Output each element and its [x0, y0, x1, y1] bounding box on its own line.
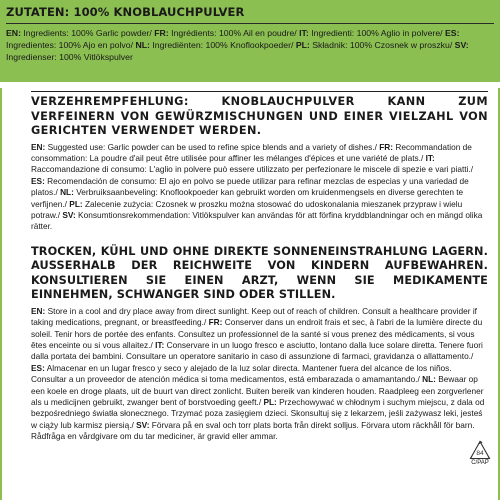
- language-code: IT:: [155, 339, 165, 350]
- translation-text: Almacenar en un lugar fresco y seco y alejado de la luz solar directa. Mantener fuera del alcance de los niños. Consultar a un proveedor de atención médica si toma medicamentos, está embarazada o amamantando./: [31, 362, 452, 385]
- translation-text: Bewaar op een koele en droge plaats, uit de buurt van direct zonlicht. Buiten bereik van kinderen houden. Raadpleeg een zorgverlener als u medicijnen gebruikt, zwanger bent of borstvoeding geeft./: [31, 374, 484, 407]
- language-code: IT:: [299, 28, 309, 38]
- ingredients-divider: [6, 23, 494, 24]
- translation-text: Suggested use: Garlic powder can be used to refine spice blends and a variety of dishes./: [45, 141, 380, 152]
- language-code: EN:: [31, 305, 46, 316]
- ingredients-translations: [6, 27, 494, 63]
- ingredients-banner: [0, 0, 500, 82]
- translation-text: Recommandation de consommation: La poudre d'ail peut être utilisée pour affiner les mélanges d'épices et une variété de plats./: [31, 141, 472, 163]
- translation-text: Zalecenie zużycia: Czosnek w proszku można stosować do udoskonalania mieszanek przypraw i wielu potraw./: [31, 198, 463, 220]
- usage-heading: VERZEHREMPFEHLUNG: KNOBLAUCHPULVER KANN ZUM VERFEINERN VON GEWÜRZMISCHUNGEN UND EINER VIELZAHL VON GERICHTEN VERWENDET WERDEN.: [31, 95, 488, 137]
- language-code: PL:: [263, 397, 277, 407]
- recycling-code: C/PAP: [471, 460, 489, 466]
- translation-text: Förvara på en sval och torr plats borta från direkt solljus. Förvara utom räckhåll för barn. Rådfråga en vårdgivare om du tar mediciner, är gravid eller ammar.: [31, 419, 475, 442]
- language-code: SV:: [136, 419, 150, 430]
- translation-text: Conserver dans un endroit frais et sec, à l'abri de la lumière directe du soleil. Tenir hors de portée des enfants. Consultez un professionnel de la santé si vous prenez des médicaments, si vous êtes enceinte ou si vous allaitez./: [31, 317, 483, 350]
- translation-text: Ingrédients: 100% Ail en poudre/: [168, 28, 300, 38]
- translation-text: Verbruiksaanbeveling: Knoflookpoeder kan gebruikt worden om kruidenmengsels en diverse gerechten te verfijnen./: [31, 187, 464, 209]
- translation-text: Ingredienti: 100% Aglio in polvere/: [308, 28, 445, 38]
- language-code: EN:: [31, 141, 46, 152]
- recycle-triangle-icon: [469, 440, 491, 460]
- translation-text: Przechowywać w chłodnym i suchym miejscu, z dala od bezpośredniego światła słonecznego. Trzymać poza zasięgiem dzieci. Skonsultuj się z lekarzem, jeśli zażywasz leki, jesteś w ciąży lub karmisz piersią./: [31, 397, 485, 430]
- translation-text: Conservare in un luogo fresco e asciutto, lontano dalla luce solare diretta. Tenere fuori dalla portata dei bambini. Consultare un operatore sanitario in caso di assunzione di farmaci, gravidanza o allattamento./: [31, 339, 483, 362]
- language-code: NL:: [135, 40, 150, 50]
- translation-text: Ingredients: 100% Garlic powder/: [20, 28, 155, 38]
- storage-heading: TROCKEN, KÜHL UND OHNE DIREKTE SONNENEINSTRAHLUNG LAGERN. AUSSERHALB DER REICHWEITE VON KINDERN AUFBEWAHREN. KONSULTIEREN SIE EINEN ARZT, WENN SIE MEDIKAMENTE EINNEHMEN, SCHWANGER SIND ODER STILLEN.: [31, 244, 488, 302]
- translation-text: Ingredientes: 100% Ajo en polvo/: [6, 40, 136, 50]
- translation-text: Składnik: 100% Czosnek w proszku/: [309, 40, 455, 50]
- translation-text: Recomendación de consumo: El ajo en polvo se puede utilizar para refinar mezclas de especias y una variedad de platos./: [31, 175, 469, 198]
- translation-text: Raccomandazione di consumo: L'aglio in polvere può essere utilizzato per perfezionare le miscele di spezie e vari piatti./: [31, 164, 474, 175]
- label-panel: [0, 82, 500, 500]
- translation-text: Konsumtionsrekommendation: Vitlökspulver kan användas för att förfina kryddblandningar och en mängd olika rätter.: [31, 209, 483, 232]
- usage-translations: [31, 142, 488, 233]
- language-code: FR:: [154, 28, 169, 38]
- ingredients-title: ZUTATEN: 100% KNOBLAUCHPULVER: [6, 5, 245, 19]
- language-code: PL:: [295, 40, 310, 50]
- language-code: SV:: [62, 209, 76, 220]
- language-code: NL:: [422, 374, 436, 385]
- language-code: PL:: [69, 198, 83, 209]
- language-code: ES:: [31, 175, 45, 186]
- language-code: ES:: [31, 362, 45, 373]
- left-border: [0, 88, 2, 500]
- translation-text: Ingrediënten: 100% Knoflookpoeder/: [149, 40, 296, 50]
- language-code: SV:: [454, 40, 469, 50]
- recycling-number: 84: [476, 450, 484, 457]
- language-code: ES:: [445, 28, 460, 38]
- language-code: IT:: [425, 152, 435, 163]
- language-code: EN:: [6, 28, 21, 38]
- section-divider: [31, 91, 488, 92]
- language-code: NL:: [60, 187, 74, 198]
- translation-text: Store in a cool and dry place away from direct sunlight. Keep out of reach of children. Consult a healthcare provider if taking medications, pregnant, or breastfeeding./: [31, 305, 477, 328]
- translation-text: Ingredienser: 100% Vitlökspulver: [6, 52, 133, 62]
- language-code: FR:: [208, 317, 223, 328]
- language-code: FR:: [379, 141, 394, 152]
- storage-translations: [31, 306, 488, 443]
- recycling-symbol: [466, 440, 494, 474]
